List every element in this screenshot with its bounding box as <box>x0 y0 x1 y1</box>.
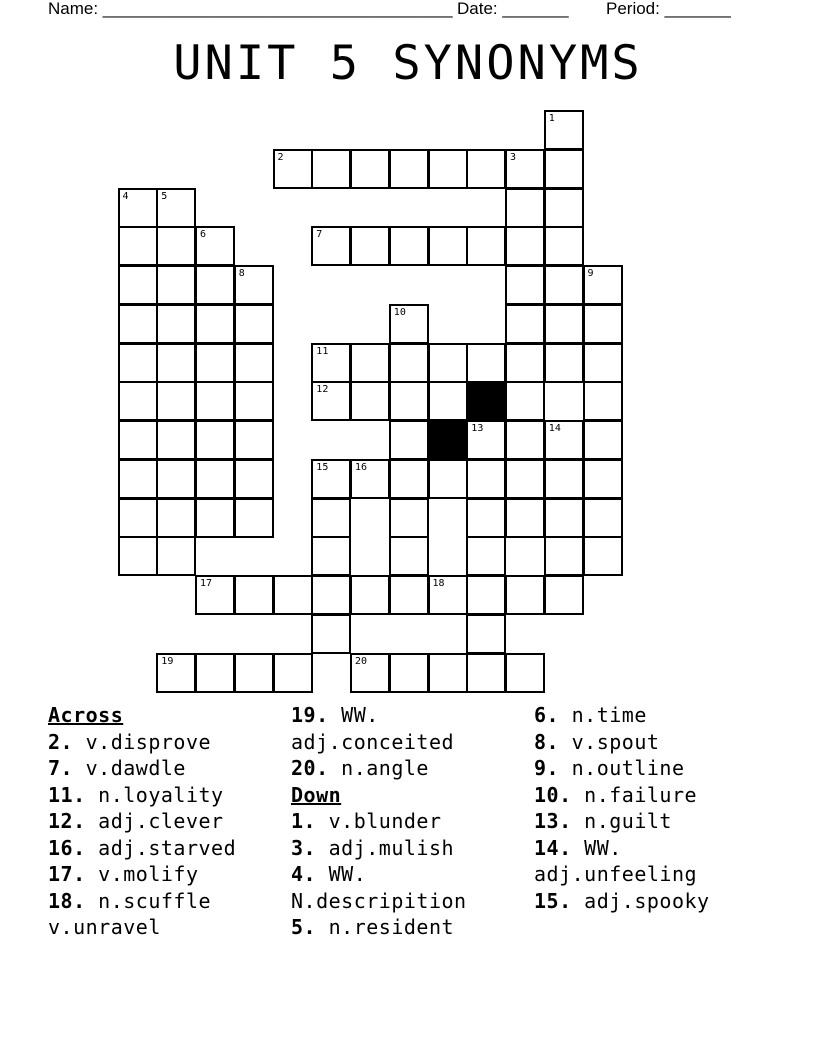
crossword-cell[interactable] <box>505 575 545 615</box>
clue-item-text: n.angle <box>328 756 429 780</box>
crossword-cell[interactable] <box>544 265 584 305</box>
crossword-cell[interactable] <box>234 265 274 305</box>
crossword-cell[interactable] <box>234 459 274 499</box>
clue-item <box>48 755 288 782</box>
crossword-cell[interactable] <box>466 459 506 499</box>
crossword-cell[interactable] <box>118 498 158 538</box>
crossword-cell[interactable] <box>389 226 429 266</box>
clue-item-number: 1. <box>291 809 317 833</box>
crossword-cell[interactable] <box>156 226 196 266</box>
across-heading: Across <box>48 703 124 727</box>
clue-number: 3 <box>510 151 517 163</box>
crossword-cell[interactable] <box>195 343 235 383</box>
crossword-cell[interactable] <box>350 381 390 421</box>
crossword-cell[interactable] <box>234 343 274 383</box>
clue-item-number: 16. <box>48 835 86 860</box>
clue-item <box>534 755 774 782</box>
clue-item <box>291 755 531 782</box>
crossword-cell[interactable] <box>583 459 623 499</box>
crossword-cell[interactable] <box>195 653 235 693</box>
crossword-cell[interactable] <box>505 459 545 499</box>
clue-number: 10 <box>393 306 406 318</box>
clue-number: 2 <box>277 151 284 163</box>
crossword-cell[interactable] <box>428 459 468 499</box>
crossword-cell[interactable] <box>234 498 274 538</box>
crossword-cell[interactable] <box>505 343 545 383</box>
crossword-cell[interactable] <box>234 575 274 615</box>
name-field-label: Name: _____________________________________ <box>48 0 453 18</box>
clue-item-text: WW. <box>328 703 379 727</box>
clue-item <box>534 835 774 862</box>
crossword-cell[interactable] <box>544 188 584 228</box>
crossword-cell[interactable] <box>428 653 468 693</box>
crossword-cell[interactable] <box>234 420 274 460</box>
clue-item-number: 13. <box>534 809 572 833</box>
clue-item-text: WW. <box>571 835 622 860</box>
crossword-cell[interactable] <box>156 265 196 305</box>
crossword-cell[interactable] <box>311 226 351 266</box>
clue-item-number: 17. <box>48 862 86 886</box>
clue-item <box>534 888 774 915</box>
crossword-cell[interactable] <box>466 536 506 576</box>
clue-item <box>291 702 531 729</box>
down-clue-list-continued <box>534 702 774 914</box>
clue-item <box>48 888 288 915</box>
crossword-cell[interactable] <box>195 575 235 615</box>
crossword-cell[interactable] <box>195 420 235 460</box>
period-field-label: Period: _______ <box>606 0 731 18</box>
clue-item-number: 6. <box>534 703 560 727</box>
crossword-cell[interactable] <box>389 420 429 460</box>
crossword-cell[interactable] <box>156 536 196 576</box>
crossword-cell[interactable] <box>118 381 158 421</box>
crossword-cell[interactable] <box>544 304 584 344</box>
crossword-cell[interactable] <box>311 614 351 654</box>
down-heading: Down <box>291 782 342 807</box>
crossword-cell[interactable] <box>466 575 506 615</box>
clue-item-number: 11. <box>48 782 86 807</box>
clue-item-text: v.blunder <box>316 809 442 833</box>
crossword-cell[interactable] <box>583 381 623 421</box>
clue-item-number: 19. <box>291 703 329 727</box>
clue-item <box>534 729 774 756</box>
crossword-cell[interactable] <box>156 381 196 421</box>
crossword-cell[interactable] <box>118 188 158 228</box>
crossword-cell[interactable] <box>544 149 584 189</box>
crossword-cell[interactable] <box>234 304 274 344</box>
crossword-cell[interactable] <box>466 420 506 460</box>
crossword-cell[interactable] <box>428 575 468 615</box>
clue-item-number: 4. <box>291 862 317 886</box>
crossword-cell[interactable] <box>583 343 623 383</box>
crossword-cell[interactable] <box>389 381 429 421</box>
clue-item-text: adj.clever <box>85 809 224 833</box>
across-clue-list-continued <box>291 702 531 782</box>
crossword-cell[interactable] <box>544 226 584 266</box>
crossword-cell[interactable] <box>311 536 351 576</box>
date-field-label: Date: _______ <box>457 0 569 18</box>
clues-column-1 <box>48 702 288 941</box>
clue-item <box>48 808 288 835</box>
clue-item-number: 2. <box>48 729 74 754</box>
clue-number: 7 <box>316 229 323 241</box>
crossword-cell[interactable] <box>505 420 545 460</box>
crossword-cell[interactable] <box>505 149 545 189</box>
crossword-cell[interactable] <box>350 575 390 615</box>
clue-number: 15 <box>316 461 329 473</box>
crossword-cell[interactable] <box>195 459 235 499</box>
crossword-cell[interactable] <box>428 343 468 383</box>
crossword-cell[interactable] <box>234 381 274 421</box>
crossword-cell[interactable] <box>389 653 429 693</box>
black-cell <box>428 420 468 460</box>
clue-number: 17 <box>200 578 213 589</box>
crossword-cell[interactable] <box>195 226 235 266</box>
crossword-cell[interactable] <box>466 498 506 538</box>
crossword-cell[interactable] <box>156 188 196 228</box>
clue-number: 14 <box>548 423 561 434</box>
crossword-cell[interactable] <box>428 226 468 266</box>
clue-item <box>291 914 531 941</box>
clue-item-text: n.loyality <box>85 782 224 807</box>
crossword-cell[interactable] <box>389 343 429 383</box>
crossword-cell[interactable] <box>118 343 158 383</box>
black-cell <box>466 381 506 421</box>
crossword-cell[interactable] <box>350 653 390 693</box>
clue-item <box>291 808 531 835</box>
crossword-cell[interactable] <box>428 381 468 421</box>
clue-number: 6 <box>200 229 207 241</box>
crossword-cell[interactable] <box>118 536 158 576</box>
clue-item <box>291 835 531 862</box>
crossword-cell[interactable] <box>544 498 584 538</box>
crossword-cell[interactable] <box>311 343 351 383</box>
clue-item-text: n.guilt <box>571 809 672 833</box>
clue-item <box>534 808 774 835</box>
clue-item-number: 5. <box>291 915 317 939</box>
clue-item-text: adj.mulish <box>316 835 455 860</box>
crossword-cell[interactable] <box>350 459 390 499</box>
clue-item <box>534 861 774 888</box>
clue-item-text: WW. <box>316 862 367 886</box>
clue-item-number: 7. <box>48 756 74 780</box>
crossword-cell[interactable] <box>544 343 584 383</box>
crossword-cell[interactable] <box>156 420 196 460</box>
crossword-cell[interactable] <box>118 459 158 499</box>
crossword-cell[interactable] <box>466 653 506 693</box>
crossword-cell[interactable] <box>156 498 196 538</box>
crossword-cell[interactable] <box>350 149 390 189</box>
clue-item <box>291 861 531 888</box>
crossword-cell[interactable] <box>505 381 545 421</box>
clue-item-number: 3. <box>291 835 317 860</box>
clue-item-text: n.resident <box>316 915 455 939</box>
clue-item-text: adj.starved <box>85 835 237 860</box>
clue-item-text: adj.unfeeling <box>534 862 698 886</box>
crossword-cell[interactable] <box>466 226 506 266</box>
clue-number: 5 <box>161 190 168 202</box>
clue-item <box>48 729 288 756</box>
clue-item-text: n.failure <box>571 782 698 807</box>
crossword-cell[interactable] <box>118 304 158 344</box>
crossword-cell[interactable] <box>195 381 235 421</box>
clue-number: 13 <box>471 423 484 434</box>
crossword-cell[interactable] <box>583 536 623 576</box>
clue-item-text: v.disprove <box>73 729 212 754</box>
crossword-cell[interactable] <box>156 653 196 693</box>
clue-number: 9 <box>587 268 594 279</box>
crossword-cell[interactable] <box>389 304 429 344</box>
clue-item-number: 8. <box>534 729 560 754</box>
crossword-cell[interactable] <box>273 575 313 615</box>
crossword-cell[interactable] <box>466 149 506 189</box>
clue-number: 12 <box>316 384 329 396</box>
clue-number: 16 <box>355 461 368 473</box>
crossword-cell[interactable] <box>156 304 196 344</box>
clue-item <box>291 888 531 915</box>
clue-item-text: adj.spooky <box>571 888 710 913</box>
crossword-cell[interactable] <box>195 265 235 305</box>
clues-column-2 <box>291 702 531 941</box>
clue-item-text: adj.conceited <box>291 729 455 754</box>
clue-item-number: 15. <box>534 888 572 913</box>
clue-number: 1 <box>548 113 555 124</box>
down-clue-list <box>291 808 531 941</box>
clue-item-text: N.descripition <box>291 888 467 913</box>
crossword-cell[interactable] <box>273 149 313 189</box>
clues-column-3 <box>534 702 774 914</box>
crossword-cell[interactable] <box>583 420 623 460</box>
clue-number: 4 <box>122 190 129 202</box>
clue-item-text: v.molify <box>85 862 199 886</box>
crossword-cell[interactable] <box>234 653 274 693</box>
clue-item-text: v.spout <box>559 729 660 754</box>
crossword-cell[interactable] <box>389 459 429 499</box>
clue-item <box>48 835 288 862</box>
clue-number: 11 <box>316 345 329 357</box>
crossword-cell[interactable] <box>350 226 390 266</box>
crossword-cell[interactable] <box>505 304 545 344</box>
crossword-cell[interactable] <box>505 188 545 228</box>
crossword-cell[interactable] <box>118 420 158 460</box>
crossword-cell[interactable] <box>583 498 623 538</box>
crossword-cell[interactable] <box>389 149 429 189</box>
crossword-cell[interactable] <box>389 536 429 576</box>
clue-item <box>48 861 288 888</box>
clue-item-text: v.dawdle <box>73 756 186 780</box>
clue-item <box>291 729 531 756</box>
crossword-cell[interactable] <box>583 304 623 344</box>
clue-item <box>534 702 774 729</box>
crossword-cell[interactable] <box>195 304 235 344</box>
crossword-cell[interactable] <box>389 498 429 538</box>
crossword-cell[interactable] <box>311 498 351 538</box>
crossword-cell[interactable] <box>544 575 584 615</box>
crossword-cell[interactable] <box>544 536 584 576</box>
across-clue-list <box>48 729 288 941</box>
crossword-cell[interactable] <box>311 149 351 189</box>
clue-item <box>48 914 288 941</box>
clue-item-number: 9. <box>534 756 560 780</box>
clue-item-number: 14. <box>534 835 572 860</box>
clue-number: 8 <box>238 268 245 279</box>
clue-item-text: n.scuffle <box>85 888 212 913</box>
crossword-cell[interactable] <box>466 614 506 654</box>
crossword-cell[interactable] <box>544 459 584 499</box>
crossword-cell[interactable] <box>273 653 313 693</box>
clue-number: 18 <box>432 578 445 589</box>
crossword-cell[interactable] <box>583 265 623 305</box>
crossword-cell[interactable] <box>156 343 196 383</box>
crossword-cell[interactable] <box>350 343 390 383</box>
crossword-cell[interactable] <box>505 498 545 538</box>
clue-item-number: 10. <box>534 782 572 807</box>
clue-item <box>534 782 774 809</box>
crossword-cell[interactable] <box>389 575 429 615</box>
crossword-cell[interactable] <box>505 653 545 693</box>
crossword-cell[interactable] <box>544 110 584 150</box>
clue-item-text: n.outline <box>559 756 685 780</box>
crossword-cell[interactable] <box>311 459 351 499</box>
crossword-cell[interactable] <box>311 381 351 421</box>
crossword-cell[interactable] <box>311 575 351 615</box>
clue-item-number: 18. <box>48 888 86 913</box>
crossword-cell[interactable] <box>195 498 235 538</box>
clue-item <box>48 782 288 809</box>
clue-item-number: 12. <box>48 809 86 833</box>
page-title: UNIT 5 SYNONYMS <box>173 36 643 91</box>
clue-number: 20 <box>355 655 368 667</box>
crossword-cell[interactable] <box>118 226 158 266</box>
clue-number: 19 <box>161 655 174 667</box>
crossword-cell[interactable] <box>505 265 545 305</box>
clue-item-text: v.unravel <box>48 915 161 939</box>
crossword-cell[interactable] <box>544 420 584 460</box>
crossword-cell[interactable] <box>156 459 196 499</box>
crossword-cell[interactable] <box>505 226 545 266</box>
crossword-cell[interactable] <box>118 265 158 305</box>
clue-item-text: n.time <box>559 703 647 727</box>
crossword-cell[interactable] <box>428 149 468 189</box>
crossword-cell[interactable] <box>466 343 506 383</box>
clue-item-number: 20. <box>291 756 329 780</box>
